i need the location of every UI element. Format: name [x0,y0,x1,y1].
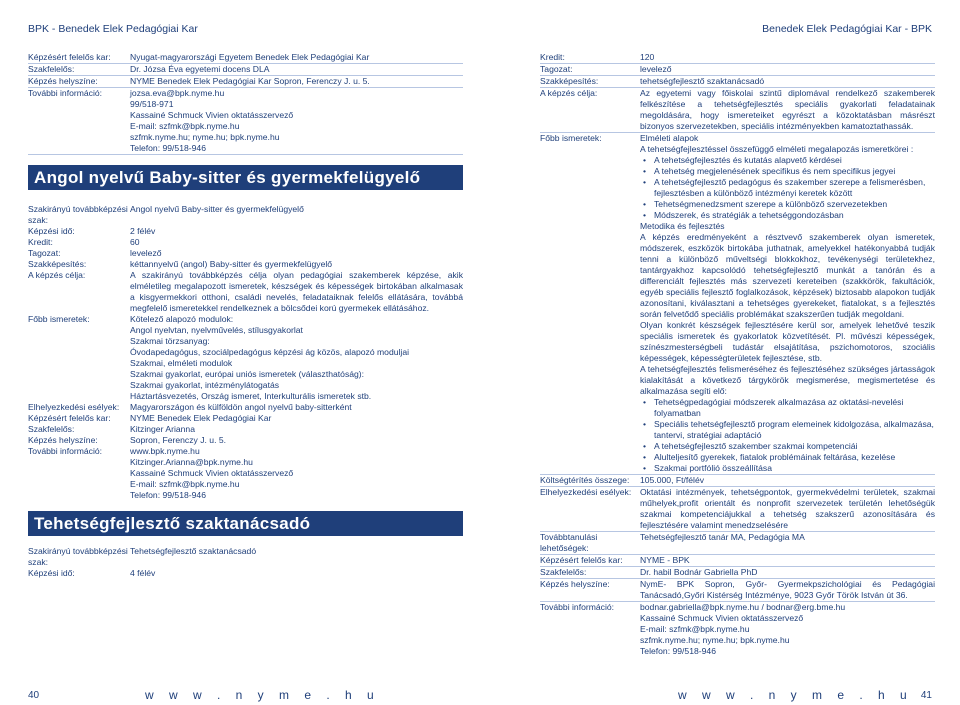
row-label: Szakfelelős: [540,567,587,577]
row-value [130,204,463,226]
row-value [130,88,463,154]
row-value [130,314,463,402]
row-value: Az egyetemi vagy főiskolai szintű diplomával rendelkező szakemberek felkészítése a tehetségfejlesztés speciális gyakorlati feladatainak megoldására, hogy ismereteiket egyrészt a közoktatásban másrészt bizonyos szervezetekben, speciális intézményekben kamatoztathassák. [640,88,935,131]
value-line: kéttannyelvű (angol) Baby-sitter és gyermekfelügyelő [130,259,333,269]
value-line: Szakmai törzsanyag: [130,336,210,346]
row-label: További információ: [540,602,615,612]
value-line: Szakmai gyakorlat, intézménylátogatás [130,380,280,390]
row-koltsegterites [540,475,935,487]
value-line: levelező [130,248,162,258]
row-value [130,568,463,579]
row-value [130,226,463,237]
info-row [28,568,463,579]
value-line: Kitzinger Arianna [130,424,195,434]
program-info-top [28,52,463,155]
info-row [28,424,463,435]
info-row [28,64,463,76]
info-row [28,226,463,237]
value-line: Angol nyelvtan, nyelvművelés, stílusgyakorlat [130,325,303,335]
info-row [28,413,463,424]
paragraph: A tehetségfejlesztéssel összefüggő elméleti megalapozás ismeretkörei : [640,144,914,154]
website-right: w w w . n y m e . h u [678,688,913,702]
bullet-item: • Alulteljesítő gyerekek, fiatalok problémáinak feltárása, kezelése [640,452,935,463]
value-line: Szakmai gyakorlat, európai uniós ismeretek (választhatóság): [130,369,365,379]
row-value [130,64,463,75]
value-line: Óvodapedagógus, szociálpedagógus képzési ág közös, alapozó moduljai [130,347,410,357]
row-fobb-ismeretek [540,133,935,475]
row-label: További információ: [28,88,103,98]
value-line: jozsa.eva@bpk.nyme.hu [130,88,225,98]
value-line: E-mail: szfmk@bpk.nyme.hu [130,121,240,131]
value-line: Nyugat-magyarországi Egyetem Benedek Elek Pedagógiai Kar [130,52,370,62]
value-line: szfmk.nyme.hu; nyme.hu; bpk.nyme.hu [640,635,790,645]
bullet-item: • A tehetségfejlesztő pedagógus és szakember szerepe a felismerésben, fejlesztésben a különböző intézményi keretek között [640,177,935,199]
row-label: Szakképesítés: [28,259,87,269]
row-value [640,133,935,474]
paragraph: A tehetségfejlesztés felismeréséhez és fejlesztéséhez szükséges jártasságok kialakítását a következő tárgykörök megismerése, megismertetése és alkalmazása segíti elő: [640,364,935,396]
row-value: NYME - BPK [640,555,690,565]
row-label: Kredit: [540,52,565,62]
row-value: Tehetségfejlesztő tanár MA, Pedagógia MA [640,532,805,542]
info-row [28,314,463,402]
row-value [640,602,935,657]
row-szakfelelos [540,567,935,579]
row-label: Főbb ismeretek: [540,133,602,143]
value-line: NYME Benedek Elek Pedagógiai Kar Sopron, Ferenczy J. u. 5. [130,76,370,86]
page-number-left: 40 [28,690,40,701]
info-row [28,446,463,501]
row-label: Képzésért felelős kar: [540,555,623,565]
value-line: 99/518-971 [130,99,174,109]
row-value: Dr. habil Bodnár Gabriella PhD [640,567,758,577]
row-label: Szakképesítés: [540,76,599,86]
row-value [130,435,463,446]
row-label: Továbbtanulási lehetőségek: [540,532,598,553]
info-row [28,402,463,413]
paragraph: Metodika és fejlesztés [640,221,725,231]
row-value [130,248,463,259]
row-tagozat [540,64,935,76]
value-line: Szakmai, elméleti modulok [130,358,233,368]
bullet-item: • A tehetségfejlesztés és kutatás alapvető kérdései [640,155,935,166]
value-line: Sopron, Ferenczy J. u. 5. [130,435,227,445]
value-line: Kassainé Schmuck Vivien oktatásszervező [130,468,294,478]
row-label: Kredit: [28,237,53,247]
info-row [28,248,463,259]
bullet-list [640,155,935,221]
paragraph: Elméleti alapok [640,133,699,143]
value-line: NYME Benedek Elek Pedagógiai Kar [130,413,272,423]
bullet-list [640,397,935,474]
value-line: Angol nyelvű Baby-sitter és gyermekfelügyelő [130,204,304,214]
row-kepzes-celja [540,88,935,133]
info-row [28,237,463,248]
value-line: E-mail: szfmk@bpk.nyme.hu [130,479,240,489]
row-label: Tagozat: [540,64,573,74]
row-kredit [540,52,935,64]
row-kar [540,555,935,567]
value-line: Telefon: 99/518-946 [130,143,206,153]
row-value: levelező [640,64,672,74]
row-label: További információ: [28,446,103,456]
header-right: Benedek Elek Pedagógiai Kar - BPK [762,23,932,35]
row-elhelyezkedes [540,487,935,532]
row-label: Elhelyezkedési esélyek: [540,487,632,497]
page-number-right: 41 [920,690,932,701]
header-left: BPK - Benedek Elek Pedagógiai Kar [28,23,198,35]
bullet-item: • Tehetségpedagógiai módszerek alkalmazása az oktatási-nevelési folyamatban [640,397,935,419]
value-line: Magyarországon és külföldön angol nyelvű baby-sitterként [130,402,352,412]
left-page-column [28,52,463,579]
row-value [130,237,463,248]
row-value [130,402,463,413]
row-value [130,52,463,63]
bullet-item: • Tehetségmenedzsment szerepe a különböző szervezetekben [640,199,935,210]
row-label: Szakirányú továbbképzési szak: [28,204,128,225]
row-label: Szakfelelős: [28,424,75,434]
row-label: Szakfelelős: [28,64,75,74]
row-label: A képzés célja: [540,88,598,98]
row-value: tehetségfejlesztő szaktanácsadó [640,76,765,86]
row-value [130,76,463,87]
info-row [28,270,463,314]
value-line: 2 félév [130,226,156,236]
section-title-babysitter: Angol nyelvű Baby-sitter és gyermekfelügyelő [28,165,463,190]
paragraph: Olyan konkrét készségek fejlesztésére kerül sor, amelyek lehetővé teszik speciális ismeretek és gyakorlatok közvetítését. Pl. művészi képességek, színészmesterségbeli tudástár elsajátítása, pszichomotoros, szociális képességek, képességterületek fejlesztése, stb. [640,320,935,363]
row-tovabbtanulas [540,532,935,555]
value-line: Kassainé Schmuck Vivien oktatásszervező [130,110,294,120]
bullet-item: • Módszerek, és stratégiák a tehetséggondozásban [640,210,935,221]
section-title-tehetseg: Tehetségfejlesztő szaktanácsadó [28,511,463,536]
value-line: Tehetségfejlesztő szaktanácsadó [130,546,257,556]
row-value [130,424,463,435]
row-value: Oktatási intézmények, tehetségpontok, gyermekvédelmi területek, szakmai műhelyek,profit orientált és nonprofit szervezetek területén lehetőségük szakmai kompetenciájukkal a tehetség szakszerű azonosítására és fejlesztésére valamint menedzselésére [640,487,935,530]
value-line: A szakirányú továbbképzés célja olyan pedagógiai szakemberek képzése, akik elméletileg megalapozott ismeretek, készségek és képességek birtokában alkalmasak a kisgyermekkori otthoni, családi nevelés, feladataiknak felelős ellátására, továbbá megfelelő ismeretekkel rendelkeznek a bölcsődei korú gyermekek ellátásához. [130,270,463,313]
row-label: Főbb ismeretek: [28,314,90,324]
row-value: NymE- BPK Sopron, Győr- Gyermekpszichológiai és Pedagógiai Tanácsadó,Győri Kistérség Intézménye, 9023 Győr Török István út 36. [640,579,935,600]
value-line: Kitzinger.Arianna@bpk.nyme.hu [130,457,253,467]
row-label: Képzési idő: [28,568,75,578]
info-row [28,76,463,88]
row-value [130,270,463,314]
row-value [130,546,463,568]
value-line: Dr. Józsa Éva egyetemi docens DLA [130,64,270,74]
row-label: Képzésért felelős kar: [28,413,111,423]
website-left: w w w . n y m e . h u [145,688,380,702]
bullet-item: • A tehetségfejlesztő szakember szakmai kompetenciái [640,441,935,452]
value-line: Háztartásvezetés, Ország ismeret, Interkulturális ismeretek stb. [130,391,372,401]
value-line: 4 félév [130,568,156,578]
row-value [130,413,463,424]
info-row [28,546,463,568]
info-row [28,204,463,226]
row-label: Tagozat: [28,248,61,258]
tehetseg-program-details [28,546,463,579]
row-label: Képzési idő: [28,226,75,236]
right-page-column [540,52,935,657]
info-row [28,259,463,270]
row-tovabbi-informacio [540,602,935,657]
row-label: A képzés célja: [28,270,86,280]
row-label: Elhelyezkedési esélyek: [28,402,120,412]
info-row [28,88,463,155]
row-value: 120 [640,52,655,62]
value-line: Kötelező alapozó modulok: [130,314,234,324]
row-value [130,259,463,270]
value-line: szfmk.nyme.hu; nyme.hu; bpk.nyme.hu [130,132,280,142]
value-line: 60 [130,237,140,247]
bullet-item: • Speciális tehetségfejlesztő program elemeinek kidolgozása, alkalmazása, tantervi, stratégiai adaptáció [640,419,935,441]
row-value: 105.000, Ft/félév [640,475,705,485]
value-line: www.bpk.nyme.hu [130,446,200,456]
bullet-item: • Szakmai portfólió összeállítása [640,463,935,474]
info-row [28,435,463,446]
paragraph: A képzés eredményeként a résztvevő szakemberek olyan ismeretek, módszerek, eszközök birtokába juthatnak, amelyekkel hatékonyabbá tudják tenni a különböző műveltségi blokkokhoz, tevékenységi területekhez, tantárgyakhoz kapcsolódó tehetségfejlesztő munkát a tanórán és a differenciált fejlesztés más szervezeti kereteiben (szakkörök, fakultációk, egyéb speciális fejlesztő foglalkozások, képzések) biztosabb alapokon tudják azonosítani, kiválasztani a tehetséges gyerekeket, fiatalokat, s a fejlesztés során felvetődő speciális problémákat szakszerűen tudják megoldani. [640,232,935,319]
info-row [28,52,463,64]
value-line: Telefon: 99/518-946 [130,490,206,500]
row-label: Képzésért felelős kar: [28,52,111,62]
value-line: Kassainé Schmuck Vivien oktatásszervező [640,613,804,623]
row-szakkepesites [540,76,935,88]
babysitter-program-details [28,204,463,501]
row-helyszin [540,579,935,602]
row-label: Képzés helyszíne: [540,579,610,589]
value-line: Telefon: 99/518-946 [640,646,716,656]
row-value [130,446,463,501]
row-label: Szakirányú továbbképzési szak: [28,546,128,567]
value-line: E-mail: szfmk@bpk.nyme.hu [640,624,750,634]
row-label: Költségtérítés összege: [540,475,630,485]
bullet-item: • A tehetség megjelenésének specifikus és nem specifikus jegyei [640,166,935,177]
row-label: Képzés helyszíne: [28,435,98,445]
value-line: bodnar.gabriella@bpk.nyme.hu / bodnar@erg.bme.hu [640,602,846,612]
row-label: Képzés helyszíne: [28,76,98,86]
